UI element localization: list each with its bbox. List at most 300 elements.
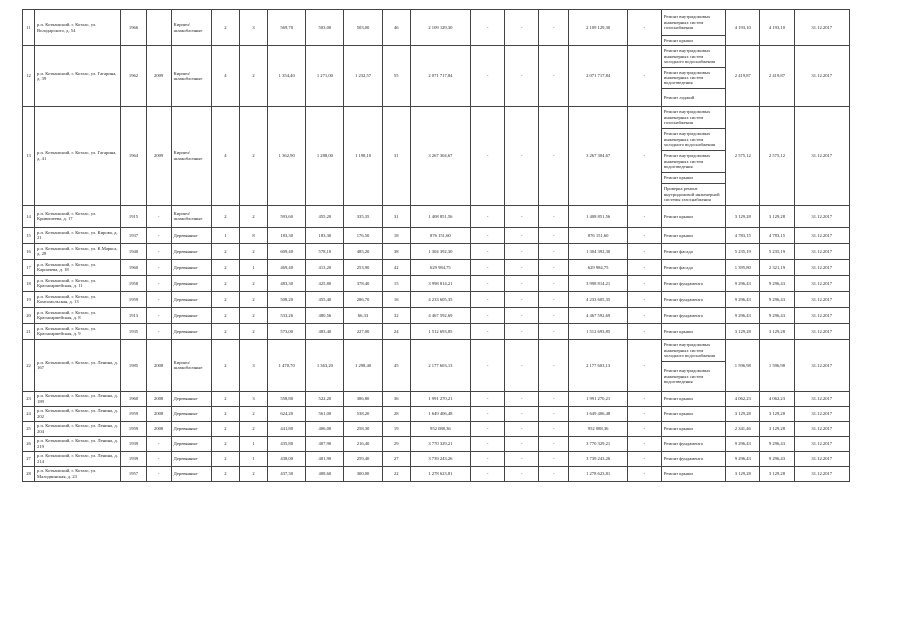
cell-e: 2: [239, 243, 267, 259]
cell-a2: 401,90: [306, 451, 344, 466]
cell-y2: 2008: [146, 391, 171, 406]
cell-a3: 216,40: [344, 436, 382, 451]
cell-sum: 3 739 243,26: [410, 451, 470, 466]
cell-sum: 1 278 623,81: [410, 466, 470, 481]
cell-c2: -: [505, 466, 539, 481]
cell-r2: 4 062,23: [760, 391, 794, 406]
cell-addr: р.п. Коткашский, г. Котлас, ул. Ленина, д. 219: [35, 436, 121, 451]
cell-y2: 2008: [146, 421, 171, 436]
cell-a1: 624,20: [268, 406, 306, 421]
cell-c4: -: [627, 243, 661, 259]
cell-s2: 2 071 717,84: [569, 46, 627, 106]
cell-p: 36: [382, 391, 410, 406]
cell-c1: -: [471, 391, 505, 406]
cell-a3: 503,00: [344, 10, 382, 46]
cell-c4: -: [627, 259, 661, 275]
cell-a3: 227,00: [344, 323, 382, 339]
cell-a1: 438,00: [268, 451, 306, 466]
cell-c2: -: [505, 10, 539, 46]
cell-d: 31.12.2017: [794, 205, 849, 227]
cell-a2: 480,56: [306, 307, 344, 323]
cell-r2: 1 596,98: [760, 339, 794, 391]
cell-sum: 3 770 329,21: [410, 436, 470, 451]
cell-a1: 558,80: [268, 391, 306, 406]
cell-y2: -: [146, 323, 171, 339]
cell-n: 17: [23, 259, 35, 275]
cell-e: 1: [239, 259, 267, 275]
table-row: [23, 391, 850, 406]
cell-r2: 2 419,87: [760, 46, 794, 106]
table-body: [23, 10, 850, 482]
cell-y1: 1939: [121, 451, 146, 466]
cell-a3: 259,40: [344, 451, 382, 466]
cell-c3: -: [539, 391, 569, 406]
cell-r2: 9 296,43: [760, 275, 794, 291]
cell-t: Ремонт внутридомовых инженерных систем холодного водоснабжения: [661, 46, 725, 67]
cell-r2: 3 129,28: [760, 466, 794, 481]
cell-d: 31.12.2017: [794, 391, 849, 406]
cell-r1: 2 341,46: [726, 421, 760, 436]
cell-y1: 1985: [121, 339, 146, 391]
cell-p: 29: [382, 436, 410, 451]
cell-r1: 9 296,43: [726, 451, 760, 466]
cell-y1: 1959: [121, 421, 146, 436]
cell-mat: Деревянные: [171, 227, 211, 243]
cell-a3: 1 298,40: [344, 339, 382, 391]
cell-y2: 2008: [146, 339, 171, 391]
cell-t: Ремонт крыши: [661, 391, 725, 406]
cell-a1: 573,00: [268, 323, 306, 339]
cell-mat: Деревянные: [171, 421, 211, 436]
cell-t: Ремонт внутридомовых инженерных систем водоотведения: [661, 361, 725, 391]
cell-a3: 66,33: [344, 307, 382, 323]
cell-t: Ремонт крыши: [661, 227, 725, 243]
cell-c3: -: [539, 227, 569, 243]
cell-c4: -: [627, 339, 661, 391]
cell-c1: -: [471, 205, 505, 227]
cell-n: 22: [23, 339, 35, 391]
cell-e: 2: [239, 406, 267, 421]
cell-r2: 9 296,43: [760, 291, 794, 307]
cell-e: 8: [239, 227, 267, 243]
cell-f: 2: [211, 275, 239, 291]
cell-n: 14: [23, 205, 35, 227]
cell-t: Ремонт крыши: [661, 466, 725, 481]
cell-s2: 952 088,36: [569, 421, 627, 436]
cell-p: 18: [382, 227, 410, 243]
cell-y2: -: [146, 227, 171, 243]
cell-t: Ремонт крыши: [661, 406, 725, 421]
cell-r2: 4 193,10: [760, 10, 794, 46]
cell-c2: -: [505, 106, 539, 205]
cell-y1: 1959: [121, 291, 146, 307]
cell-a2: 483,40: [306, 323, 344, 339]
cell-n: 12: [23, 46, 35, 106]
cell-mat: Деревянные: [171, 259, 211, 275]
cell-f: 4: [211, 106, 239, 205]
cell-c2: -: [505, 46, 539, 106]
cell-c3: -: [539, 10, 569, 46]
cell-d: 31.12.2017: [794, 46, 849, 106]
cell-p: 38: [382, 243, 410, 259]
cell-e: 2: [239, 275, 267, 291]
cell-f: 2: [211, 406, 239, 421]
cell-sum: 4 467 592,69: [410, 307, 470, 323]
cell-a1: 609,40: [268, 243, 306, 259]
cell-a1: 437,30: [268, 466, 306, 481]
cell-f: 2: [211, 339, 239, 391]
cell-a2: 561,00: [306, 406, 344, 421]
cell-c1: -: [471, 406, 505, 421]
cell-c2: -: [505, 436, 539, 451]
cell-e: 2: [239, 106, 267, 205]
cell-a1: 483,30: [268, 275, 306, 291]
cell-e: 1: [239, 451, 267, 466]
cell-e: 3: [239, 10, 267, 46]
table-row: [23, 466, 850, 481]
cell-addr: р.п. Коткашский, г. Котлас, ул. Ленина, д. 204: [35, 421, 121, 436]
cell-t: Ремонт фундамента: [661, 275, 725, 291]
cell-mat: Кирпич/ шлакоблочные: [171, 10, 211, 46]
cell-e: 2: [239, 46, 267, 106]
cell-t: Ремонт внутридомовых инженерных систем водоотведения: [661, 67, 725, 88]
cell-a1: 508,20: [268, 291, 306, 307]
cell-c1: -: [471, 227, 505, 243]
cell-r2: 4 783,15: [760, 227, 794, 243]
cell-r1: 9 296,43: [726, 436, 760, 451]
capital-repair-table: [22, 9, 850, 482]
cell-y1: 1962: [121, 46, 146, 106]
cell-t: Ремонт фундамента: [661, 436, 725, 451]
cell-t: Ремонт фундамента: [661, 291, 725, 307]
cell-mat: Деревянные: [171, 243, 211, 259]
cell-addr: р.п. Коткашский, г. Котлас, ул. Гагарина, д. 41: [35, 106, 121, 205]
cell-mat: Кирпич/ шлакоблочные: [171, 205, 211, 227]
cell-t: Ремонт крыши: [661, 421, 725, 436]
cell-s2: 1 512 693,85: [569, 323, 627, 339]
cell-p: 22: [382, 466, 410, 481]
cell-c4: -: [627, 406, 661, 421]
cell-c4: -: [627, 436, 661, 451]
cell-c3: -: [539, 275, 569, 291]
cell-t: Ремонт лоджий: [661, 88, 725, 106]
cell-r1: 1 596,98: [726, 339, 760, 391]
cell-d: 31.12.2017: [794, 436, 849, 451]
cell-sum: 1 304 392,30: [410, 243, 470, 259]
cell-c1: -: [471, 421, 505, 436]
cell-n: 18: [23, 275, 35, 291]
cell-f: 2: [211, 10, 239, 46]
cell-t: Ремонт крыши: [661, 323, 725, 339]
cell-r2: 3 129,28: [760, 421, 794, 436]
cell-a3: 386,80: [344, 391, 382, 406]
cell-a3: 1 198,10: [344, 106, 382, 205]
cell-mat: Деревянные: [171, 307, 211, 323]
cell-y1: 1959: [121, 406, 146, 421]
cell-a1: 435,80: [268, 436, 306, 451]
cell-addr: р.п. Коткашский, г. Котлас, ул. Комсомольская, д. 13: [35, 291, 121, 307]
cell-y2: [146, 10, 171, 46]
cell-e: 2: [239, 323, 267, 339]
cell-r1: 3 129,28: [726, 406, 760, 421]
cell-a2: 1 363,20: [306, 339, 344, 391]
cell-d: 31.12.2017: [794, 406, 849, 421]
cell-d: 31.12.2017: [794, 259, 849, 275]
cell-n: 23: [23, 391, 35, 406]
cell-a2: 183,30: [306, 227, 344, 243]
cell-r2: 9 296,43: [760, 451, 794, 466]
cell-y1: 1940: [121, 243, 146, 259]
cell-a1: 1 354,40: [268, 46, 306, 106]
table-row: [23, 205, 850, 227]
table-row: [23, 406, 850, 421]
table-row: [23, 46, 850, 67]
cell-y1: 1957: [121, 466, 146, 481]
cell-y2: -: [146, 259, 171, 275]
cell-p: 28: [382, 406, 410, 421]
cell-p: 55: [382, 46, 410, 106]
cell-a1: 533,26: [268, 307, 306, 323]
cell-e: 2: [239, 205, 267, 227]
cell-n: 13: [23, 106, 35, 205]
cell-mat: Деревянные: [171, 451, 211, 466]
cell-c1: -: [471, 275, 505, 291]
cell-c2: -: [505, 421, 539, 436]
cell-y2: -: [146, 451, 171, 466]
cell-f: 2: [211, 307, 239, 323]
cell-sum: 1 991 270,21: [410, 391, 470, 406]
cell-r1: 9 296,43: [726, 275, 760, 291]
cell-c4: -: [627, 391, 661, 406]
cell-p: 31: [382, 106, 410, 205]
cell-p: 42: [382, 259, 410, 275]
cell-c2: -: [505, 275, 539, 291]
cell-t: Ремонт фундамента: [661, 451, 725, 466]
cell-a2: 1 288,00: [306, 106, 344, 205]
cell-n: 20: [23, 307, 35, 323]
cell-e: 2: [239, 307, 267, 323]
cell-s2: 1 649 406,48: [569, 406, 627, 421]
cell-y2: -: [146, 243, 171, 259]
cell-sum: 629 984,75: [410, 259, 470, 275]
cell-y1: 1960: [121, 391, 146, 406]
cell-f: 2: [211, 466, 239, 481]
cell-addr: р.п. Коткашский, г. Котлас, ул. К.Маркса, д. 28: [35, 243, 121, 259]
cell-c4: -: [627, 451, 661, 466]
cell-addr: р.п. Коткашский, г. Котлас, ул. Кирова, д. 21: [35, 227, 121, 243]
cell-s2: 3 739 243,26: [569, 451, 627, 466]
cell-a3: 485,20: [344, 243, 382, 259]
cell-r1: 9 296,43: [726, 291, 760, 307]
cell-mat: Кирпич/ шлакоблочные: [171, 339, 211, 391]
cell-r1: 5 235,19: [726, 243, 760, 259]
cell-d: 31.12.2017: [794, 451, 849, 466]
cell-t: Ремонт фасада: [661, 243, 725, 259]
cell-f: 2: [211, 291, 239, 307]
cell-a1: 183,30: [268, 227, 306, 243]
cell-r2: 9 296,43: [760, 307, 794, 323]
cell-y2: -: [146, 307, 171, 323]
cell-a2: 455,40: [306, 291, 344, 307]
cell-y1: 1958: [121, 275, 146, 291]
cell-p: 19: [382, 421, 410, 436]
cell-y1: 1939: [121, 436, 146, 451]
cell-e: 2: [239, 466, 267, 481]
cell-s2: 629 984,75: [569, 259, 627, 275]
table-row: [23, 421, 850, 436]
cell-r1: 3 129,28: [726, 323, 760, 339]
cell-mat: Деревянные: [171, 323, 211, 339]
cell-a3: 258,30: [344, 421, 382, 436]
cell-c4: -: [627, 46, 661, 106]
table-row: [23, 227, 850, 243]
cell-r1: 3 129,28: [726, 205, 760, 227]
cell-c3: -: [539, 307, 569, 323]
cell-c2: -: [505, 323, 539, 339]
cell-y2: -: [146, 291, 171, 307]
cell-a3: 378,40: [344, 275, 382, 291]
cell-f: 4: [211, 46, 239, 106]
cell-a2: 1 271,00: [306, 46, 344, 106]
cell-t: Ремонт внутридомовых инженерных систем холодного водоснабжения: [661, 128, 725, 150]
cell-s2: 3 998 814,21: [569, 275, 627, 291]
cell-c4: -: [627, 291, 661, 307]
cell-a2: 408,60: [306, 466, 344, 481]
cell-addr: р.п. Коткашский, г. Котлас, ул. Гагарина, д. 39: [35, 46, 121, 106]
cell-c2: -: [505, 307, 539, 323]
cell-a1: 569,70: [268, 10, 306, 46]
cell-d: 31.12.2017: [794, 106, 849, 205]
cell-y1: 1937: [121, 227, 146, 243]
cell-addr: р.п. Коткашский, г. Котлас, ул. Ленина, д. 167: [35, 339, 121, 391]
cell-r1: 4 193,10: [726, 10, 760, 46]
cell-sum: 952 088,36: [410, 421, 470, 436]
cell-p: 45: [382, 339, 410, 391]
cell-a2: 522,20: [306, 391, 344, 406]
cell-c1: -: [471, 466, 505, 481]
cell-t: Ремонт внутридомовых инженерных систем газоснабжения: [661, 10, 725, 36]
cell-mat: Деревянные: [171, 291, 211, 307]
cell-t: Ремонт внутридомовых инженерных систем газоснабжения: [661, 106, 725, 128]
table-row: [23, 259, 850, 275]
cell-a2: 407,90: [306, 436, 344, 451]
cell-f: 1: [211, 227, 239, 243]
cell-addr: р.п. Коткашский, г. Котлас, ул. Малодвинская, д. 23: [35, 466, 121, 481]
cell-c3: -: [539, 291, 569, 307]
cell-r2: 3 129,28: [760, 323, 794, 339]
cell-a3: 1 232,57: [344, 46, 382, 106]
cell-a1: 1 362,90: [268, 106, 306, 205]
cell-c4: -: [627, 421, 661, 436]
cell-t: Ремонт крыши: [661, 172, 725, 183]
cell-d: 31.12.2017: [794, 291, 849, 307]
cell-s2: 2 177 603,13: [569, 339, 627, 391]
table-row: [23, 243, 850, 259]
cell-e: 3: [239, 339, 267, 391]
cell-d: 31.12.2017: [794, 243, 849, 259]
cell-a2: 413,20: [306, 259, 344, 275]
cell-d: 31.12.2017: [794, 275, 849, 291]
table-row: [23, 339, 850, 361]
cell-c4: -: [627, 307, 661, 323]
cell-c2: -: [505, 451, 539, 466]
cell-r2: 2 575,12: [760, 106, 794, 205]
cell-addr: р.п. Коткашский, г. Котлас, ул. Ленина, д. 214: [35, 451, 121, 466]
table-row: [23, 275, 850, 291]
cell-r2: 9 296,43: [760, 436, 794, 451]
cell-s2: 4 233 605,35: [569, 291, 627, 307]
cell-r1: 4 783,15: [726, 227, 760, 243]
cell-y2: -: [146, 275, 171, 291]
cell-c1: -: [471, 46, 505, 106]
cell-s2: 1 991 270,21: [569, 391, 627, 406]
cell-addr: р.п. Коткашский, г. Котлас, ул. Красноармейская, д. 11: [35, 275, 121, 291]
cell-e: 2: [239, 421, 267, 436]
cell-d: 31.12.2017: [794, 227, 849, 243]
cell-f: 2: [211, 205, 239, 227]
cell-c3: -: [539, 106, 569, 205]
cell-y1: 1964: [121, 106, 146, 205]
cell-a2: 503,00: [306, 10, 344, 46]
cell-mat: Деревянные: [171, 391, 211, 406]
cell-c4: -: [627, 466, 661, 481]
cell-r2: 5 235,19: [760, 243, 794, 259]
table-row: [23, 291, 850, 307]
cell-e: 1: [239, 436, 267, 451]
cell-sum: 3 998 814,21: [410, 275, 470, 291]
table-row: [23, 451, 850, 466]
cell-y1: 1960: [121, 259, 146, 275]
cell-p: 15: [382, 275, 410, 291]
cell-c3: -: [539, 323, 569, 339]
cell-c4: -: [627, 205, 661, 227]
cell-a2: 406,00: [306, 421, 344, 436]
cell-p: 27: [382, 451, 410, 466]
cell-c3: -: [539, 205, 569, 227]
cell-r1: 4 062,23: [726, 391, 760, 406]
table-row: [23, 10, 850, 36]
cell-addr: р.п. Коткашский, г. Котлас, ул. Красноармейская, д. 9: [35, 323, 121, 339]
cell-d: 31.12.2017: [794, 339, 849, 391]
cell-mat: Деревянные: [171, 466, 211, 481]
cell-c2: -: [505, 391, 539, 406]
cell-sum: 4 233 605,35: [410, 291, 470, 307]
cell-y2: 2008: [146, 406, 171, 421]
cell-e: 3: [239, 391, 267, 406]
cell-d: 31.12.2017: [794, 307, 849, 323]
cell-sum: 2 071 717,84: [410, 46, 470, 106]
cell-t: Ремонт фасада: [661, 259, 725, 275]
cell-y1: 1915: [121, 205, 146, 227]
cell-n: 19: [23, 291, 35, 307]
cell-s2: 3 267 304,67: [569, 106, 627, 205]
cell-c1: -: [471, 339, 505, 391]
cell-t: Ремонт фундамента: [661, 307, 725, 323]
cell-a1: 441,80: [268, 421, 306, 436]
cell-r1: 3 129,28: [726, 466, 760, 481]
cell-f: 2: [211, 259, 239, 275]
table-row: [23, 106, 850, 128]
cell-y2: -: [146, 436, 171, 451]
cell-c4: -: [627, 10, 661, 46]
cell-sum: 2 109 129,30: [410, 10, 470, 46]
cell-s2: 1 278 623,81: [569, 466, 627, 481]
cell-n: 25: [23, 421, 35, 436]
cell-a2: 578,10: [306, 243, 344, 259]
cell-t: Ремонт внутридомовых инженерных систем холодного водоснабжения: [661, 339, 725, 361]
cell-sum: 876 151,60: [410, 227, 470, 243]
table-row: [23, 323, 850, 339]
